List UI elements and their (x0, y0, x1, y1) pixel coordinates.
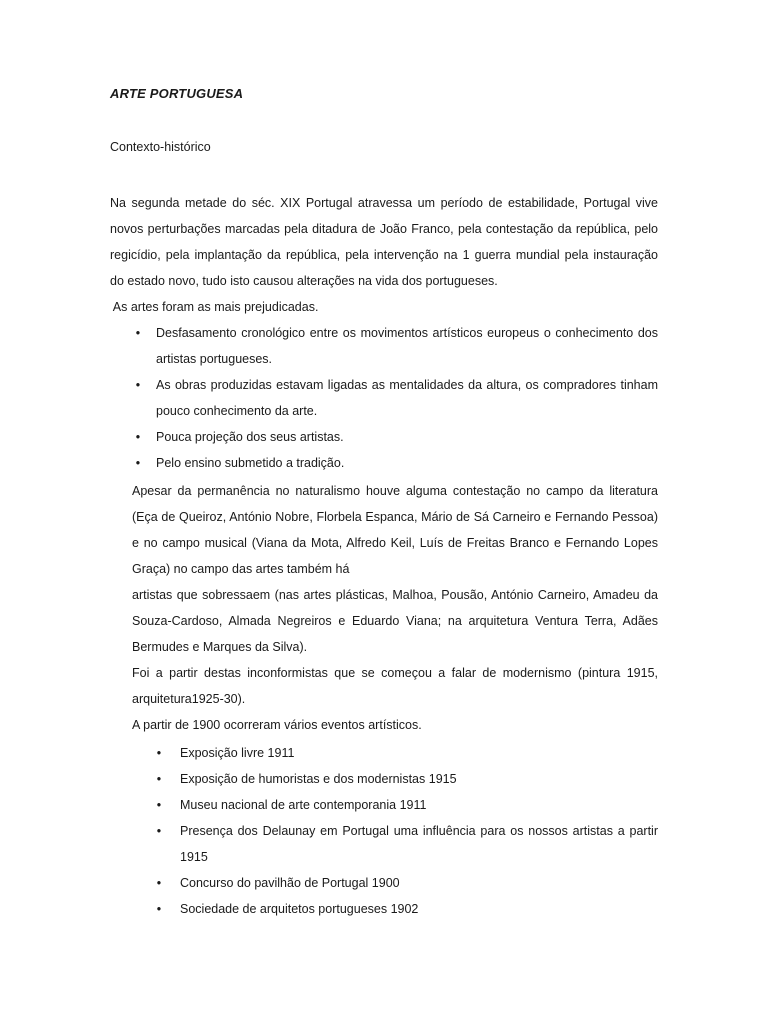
list-item (110, 320, 658, 372)
list-item (110, 372, 658, 424)
body-line: Foi a partir destas inconformistas que se começou a falar de modernismo (pintura 1915, (132, 666, 658, 680)
intro-paragraph (110, 190, 658, 320)
bullet-icon: • (135, 326, 141, 340)
list-item-text: Desfasamento cronológico entre os movimentos artísticos europeus o conhecimento dos (156, 326, 658, 340)
body-line: (Eça de Queiroz, António Nobre, Florbela Espanca, Mário de Sá Carneiro e Fernando Pessoa) (132, 510, 658, 524)
body-line: Souza-Cardoso, Almada Negreiros e Eduardo Viana; na arquitetura Ventura Terra, Adães (132, 614, 658, 628)
body-line: artistas que sobressaem (nas artes plásticas, Malhoa, Pousão, António Carneiro, Amadeu da (132, 588, 658, 602)
list-item-text: As obras produzidas estavam ligadas as mentalidades da altura, os compradores tinham (156, 378, 658, 392)
bullet-list-problems (110, 320, 658, 476)
list-item (132, 792, 658, 818)
document-title: ARTE PORTUGUESA (110, 86, 244, 101)
list-item-text: artistas portugueses. (156, 352, 273, 366)
list-item-text: Concurso do pavilhão de Portugal 1900 (180, 876, 400, 890)
body-line: Graça) no campo das artes também há (132, 562, 350, 576)
intro-line: regicídio, pela implantação da república, pela intervenção na 1 guerra mundial pela instauração (110, 248, 658, 262)
list-item-text: 1915 (180, 850, 208, 864)
list-item-text: Pouca projeção dos seus artistas. (156, 430, 344, 444)
bullet-icon: • (135, 456, 141, 470)
list-item-text: Exposição de humoristas e dos modernistas 1915 (180, 772, 457, 786)
list-item-text: Sociedade de arquitetos portugueses 1902 (180, 902, 419, 916)
list-item (110, 424, 658, 450)
list-item (132, 766, 658, 792)
list-item-text: Pelo ensino submetido a tradição. (156, 456, 345, 470)
body-line: e no campo musical (Viana da Mota, Alfredo Keil, Luís de Freitas Branco e Fernando Lopes (132, 536, 658, 550)
list-item (110, 450, 658, 476)
list-item-text: Exposição livre 1911 (180, 746, 295, 760)
bullet-icon: • (156, 746, 162, 760)
list-item (132, 740, 658, 766)
list-item-text: pouco conhecimento da arte. (156, 404, 318, 418)
bullet-icon: • (156, 824, 162, 838)
list-item (132, 818, 658, 870)
bullet-icon: • (135, 378, 141, 392)
body-paragraph (132, 478, 658, 738)
intro-line: As artes foram as mais prejudicadas. (110, 300, 319, 314)
list-item (132, 870, 658, 896)
list-item-text: Presença dos Delaunay em Portugal uma influência para os nossos artistas a partir (180, 824, 658, 838)
body-line: A partir de 1900 ocorreram vários eventos artísticos. (132, 718, 422, 732)
list-item (132, 896, 658, 922)
bullet-icon: • (156, 902, 162, 916)
intro-line: novos perturbações marcadas pela ditadura de João Franco, pela contestação da república, pelo (110, 222, 658, 236)
section-subtitle: Contexto-histórico (110, 140, 211, 154)
bullet-icon: • (135, 430, 141, 444)
body-line: Bermudes e Marques da Silva). (132, 640, 308, 654)
body-line: arquitetura1925-30). (132, 692, 246, 706)
bullet-icon: • (156, 876, 162, 890)
intro-line: Na segunda metade do séc. XIX Portugal atravessa um período de estabilidade, Portugal vive (110, 196, 658, 210)
bullet-list-events (132, 740, 658, 922)
body-line: Apesar da permanência no naturalismo houve alguma contestação no campo da literatura (132, 484, 658, 498)
bullet-icon: • (156, 798, 162, 812)
bullet-icon: • (156, 772, 162, 786)
list-item-text: Museu nacional de arte contemporania 1911 (180, 798, 427, 812)
intro-line: do estado novo, tudo isto causou alterações na vida dos portugueses. (110, 274, 498, 288)
